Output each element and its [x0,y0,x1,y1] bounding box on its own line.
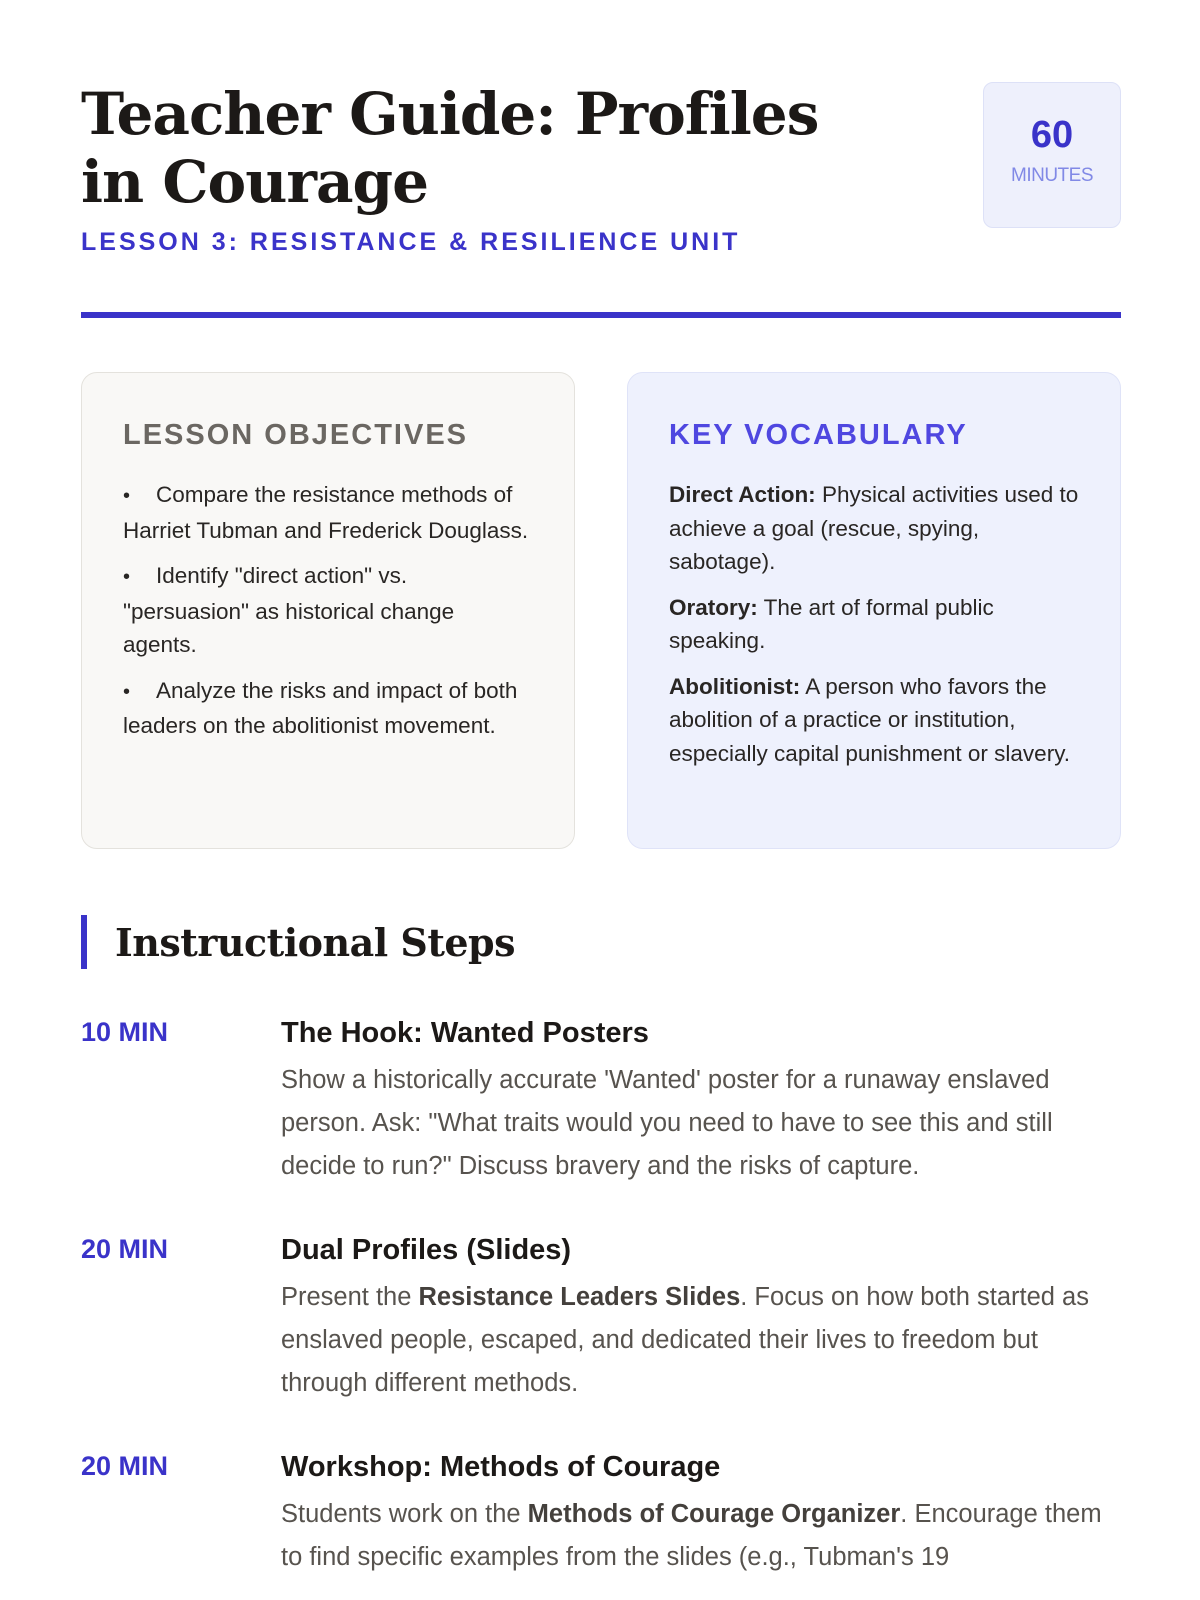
step-desc-text: Present the [281,1283,419,1311]
step-description [281,1059,1121,1188]
vocab-definition: Physical activities used to achieve a goal (rescue, spying, sabotage). [669,482,1079,574]
step-desc-text: Show a historically accurate 'Wanted' poster for a runaway enslaved person. Ask: "What traits would you need to have to see this and still decide to run?" Discuss bravery and the risks of capture. [281,1066,1053,1180]
step-time: 20 MIN [81,1234,169,1264]
step-description [281,1276,1121,1405]
step-desc-bold: Methods of Courage Organizer [527,1500,901,1528]
vocab-definition: The art of formal public speaking. [669,594,994,653]
duration-value: 60 [1030,114,1074,156]
steps-heading-text: Instructional Steps [115,919,516,965]
objective-text: Identify "direct action" vs. "persuasion" as historical change agents. [123,563,455,657]
duration-badge [983,82,1121,228]
step-title: The Hook: Wanted Posters [281,1017,649,1049]
objectives-card [81,372,575,849]
vocab-item [669,478,1080,579]
objective-text: Compare the resistance methods of Harriet Tubman and Frederick Douglass. [123,482,529,543]
steps-section-heading [81,915,1121,969]
step-body [281,1232,1121,1405]
step-item [81,1232,1121,1405]
objectives-list [123,478,534,743]
bullet-icon: • [123,566,131,588]
vocabulary-heading: KEY VOCABULARY [669,419,968,451]
objective-text: Analyze the risks and impact of both leaders on the abolitionist movement. [123,677,518,738]
vocabulary-card [627,372,1121,849]
step-body [281,1449,1121,1579]
bullet-icon: • [123,680,131,703]
step-item [81,1449,1121,1579]
step-desc-text: . Focus on how both started as enslaved people, escaped, and dedicated their lives to freedom but through different methods. [281,1283,1089,1397]
guide-header [81,80,1121,312]
step-title: Workshop: Methods of Courage [281,1451,721,1483]
step-title: Dual Profiles (Slides) [281,1234,572,1266]
vocab-term: Oratory: [669,594,758,620]
objective-item [123,478,534,547]
vocab-item [669,670,1080,771]
bullet-icon: • [123,485,131,507]
step-desc-bold: Resistance Leaders Slides [418,1283,741,1311]
step-time: 10 MIN [81,1017,169,1047]
objective-item [123,559,534,662]
step-item [81,1015,1121,1188]
instructional-steps [81,1015,1121,1579]
vocab-item [669,591,1080,658]
step-body [281,1015,1121,1188]
page-title: Teacher Guide: Profiles in Courage [81,80,819,216]
objectives-heading: LESSON OBJECTIVES [123,419,469,451]
lesson-subtitle: LESSON 3: RESISTANCE & RESILIENCE UNIT [81,228,741,256]
info-cards [81,372,1121,849]
step-desc-text: Students work on the [281,1500,528,1528]
teacher-guide-page [81,80,1121,1600]
step-desc-text: . Encourage them to find specific examples from the slides (e.g., Tubman's 19 [281,1500,1102,1571]
vocab-term: Abolitionist: [669,673,801,699]
step-time: 20 MIN [81,1451,169,1481]
vocab-definition: A person who favors the abolition of a practice or institution, especially capital punishment or slavery. [669,673,1071,766]
step-description [281,1493,1121,1579]
objective-item [123,674,534,743]
duration-unit: MINUTES [1011,165,1093,186]
header-divider [81,312,1121,318]
vocab-term: Direct Action: [669,482,816,507]
